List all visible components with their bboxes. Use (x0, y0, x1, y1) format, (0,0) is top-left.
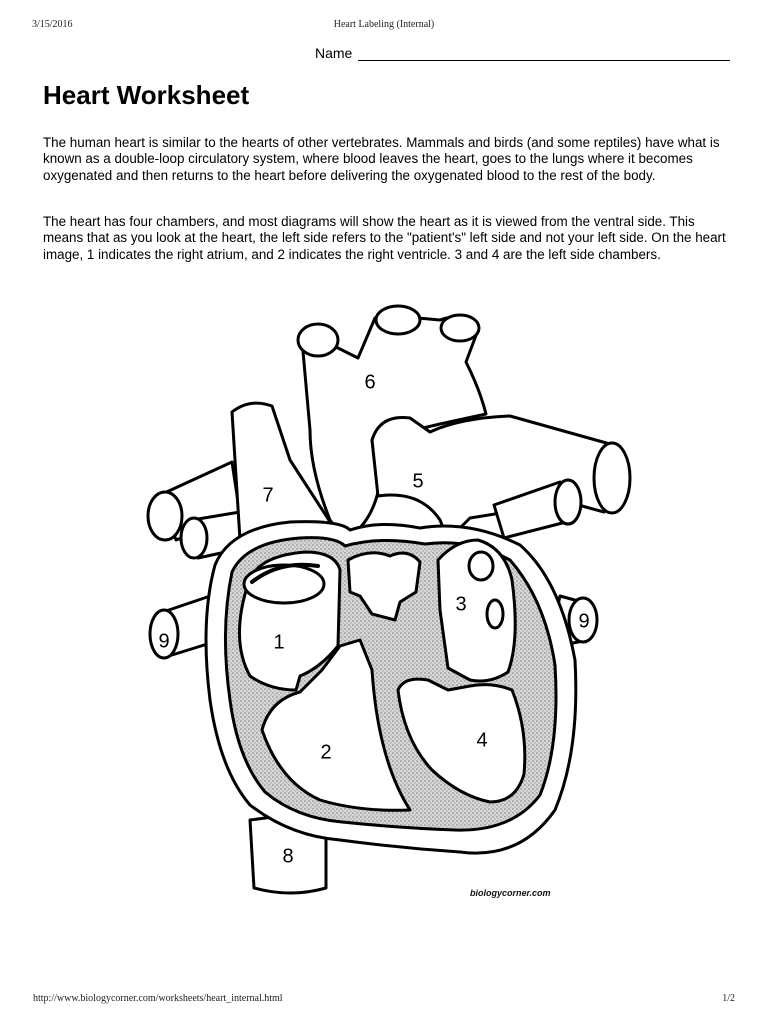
vena-cava-opening (244, 565, 324, 603)
pulmonary-artery (372, 416, 630, 540)
label-9-left: 9 (158, 630, 170, 653)
intro-paragraph: The human heart is similar to the hearts of other vertebrates. Mammals and birds (and some reptiles) have what is known as a double-loop circulatory system, where blood leaves the heart, goes to the lungs where it becomes oxygenated and then returns to the heart before delivering the oxygenated blood to the rest of the body. (43, 135, 720, 183)
label-9-right: 9 (578, 610, 590, 633)
heart-diagram (130, 298, 640, 908)
name-field-row (315, 44, 730, 61)
label-right-ventricle: 2 (320, 741, 332, 764)
page-number: 1/2 (722, 993, 735, 1004)
label-left-ventricle: 4 (476, 729, 488, 752)
footer-url[interactable]: http://www.biologycorner.com/worksheets/heart_internal.html (33, 993, 283, 1004)
label-8: 8 (282, 845, 294, 868)
worksheet-title: Heart Worksheet (43, 80, 250, 110)
name-blank-line[interactable] (358, 44, 730, 61)
print-date: 3/15/2016 (32, 19, 73, 30)
label-5: 5 (412, 470, 424, 493)
label-left-atrium: 3 (455, 593, 467, 616)
label-6: 6 (364, 371, 376, 394)
print-header-title: Heart Labeling (Internal) (333, 19, 435, 30)
label-7: 7 (262, 484, 274, 507)
chambers-paragraph: The heart has four chambers, and most diagrams will show the heart as it is viewed from the ventral side. This means that as you look at the heart, the left side refers to the "patient's" left side and not your left side. On the heart image, 1 indicates the right atrium, and 2 indicates the right ventricle. 3 and 4 are the left side chambers. (43, 214, 726, 262)
diagram-credit: biologycorner.com (470, 888, 551, 898)
name-label: Name (315, 45, 353, 61)
label-right-atrium: 1 (273, 631, 285, 654)
